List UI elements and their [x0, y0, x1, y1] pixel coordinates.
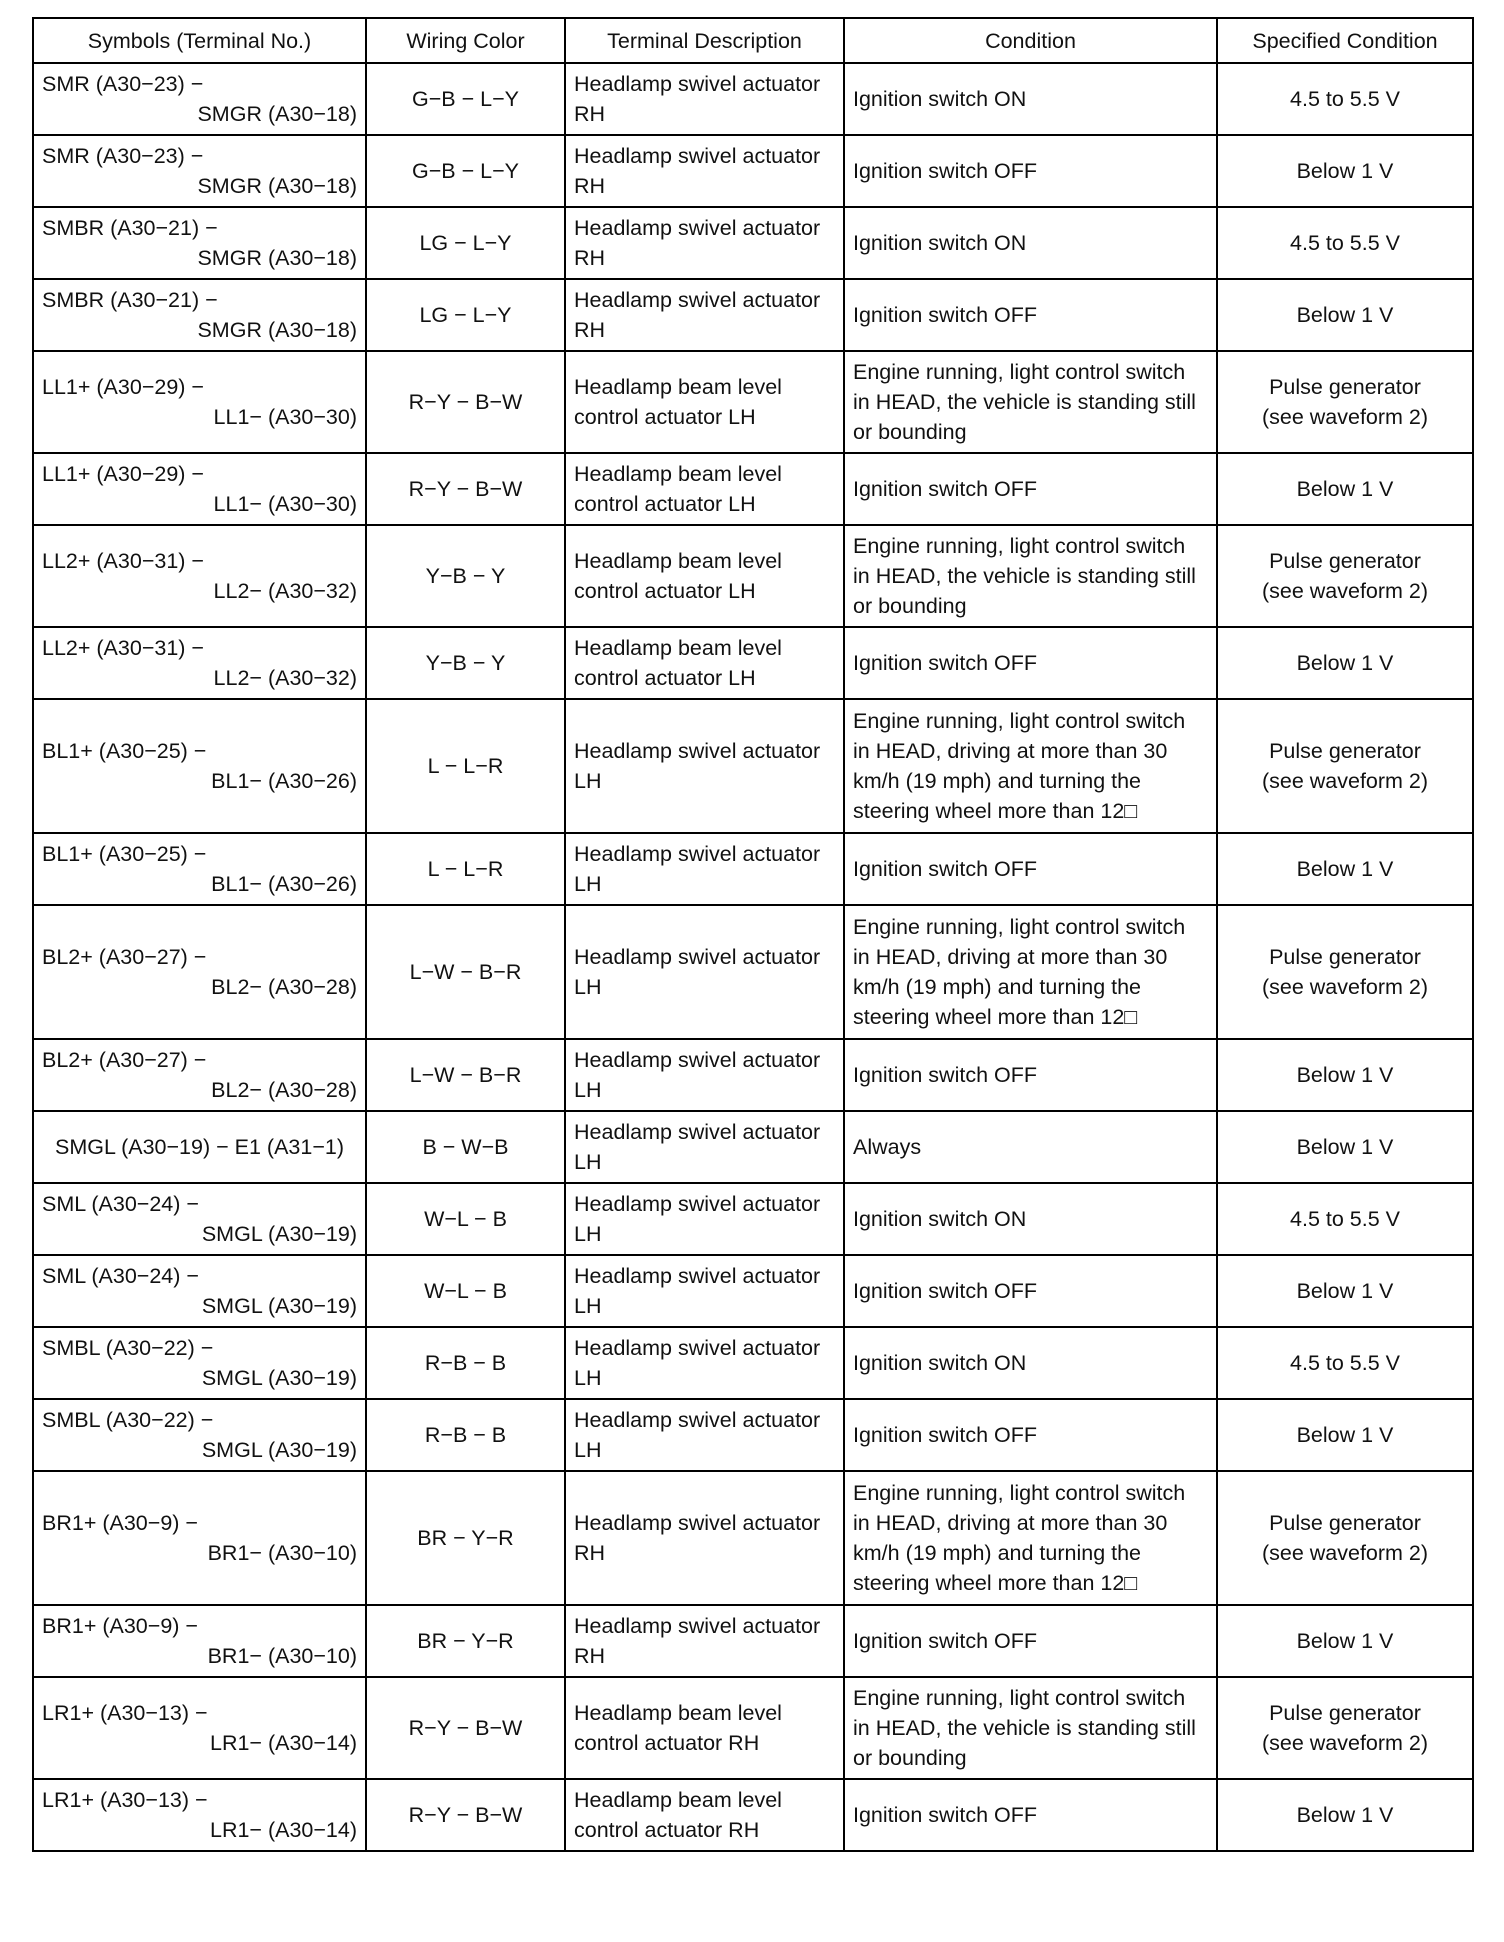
wiring-color-cell: G−B − L−Y: [366, 135, 565, 207]
symbols-cell: [33, 699, 366, 833]
table-row: [33, 279, 1473, 351]
terminal-description-cell: [565, 351, 844, 453]
condition-line: in HEAD, the vehicle is standing still: [853, 1716, 1196, 1740]
table-row: [33, 135, 1473, 207]
terminal-description-line: LH: [574, 1366, 602, 1390]
table-row: [33, 699, 1473, 833]
wiring-color-cell: R−Y − B−W: [366, 453, 565, 525]
specified-condition-line: (see waveform 2): [1261, 579, 1429, 603]
specified-condition-line: Below 1 V: [1296, 1423, 1394, 1447]
symbols-cell: [33, 1605, 366, 1677]
symbol-positive: BL1+ (A30−25) −: [42, 739, 207, 763]
terminal-description-line: control actuator LH: [574, 666, 756, 690]
terminal-description-line: LH: [574, 769, 602, 793]
condition-cell: [844, 453, 1217, 525]
wiring-color-cell: R−Y − B−W: [366, 1779, 565, 1851]
symbols-cell: [33, 1039, 366, 1111]
terminal-description-line: Headlamp beam level: [574, 1788, 782, 1812]
condition-line: or bounding: [853, 420, 967, 444]
symbol-negative: SMGR (A30−18): [197, 318, 357, 342]
terminal-description-line: Headlamp beam level: [574, 1701, 782, 1725]
symbol-positive: BL1+ (A30−25) −: [42, 842, 207, 866]
condition-cell: [844, 699, 1217, 833]
terminal-description-cell: [565, 135, 844, 207]
table-row: [33, 905, 1473, 1039]
wiring-color-cell: L−W − B−R: [366, 1039, 565, 1111]
symbols-cell: [33, 207, 366, 279]
table-row: [33, 1327, 1473, 1399]
symbols-cell: [33, 525, 366, 627]
specified-condition-line: Pulse generator: [1269, 739, 1421, 763]
specified-condition-cell: [1217, 833, 1473, 905]
symbol-negative: BL2− (A30−28): [211, 975, 357, 999]
condition-line: Engine running, light control switch: [853, 915, 1186, 939]
terminal-description-line: Headlamp beam level: [574, 462, 782, 486]
specified-condition-line: Below 1 V: [1296, 857, 1394, 881]
table-row: [33, 63, 1473, 135]
wiring-color-cell: L−W − B−R: [366, 905, 565, 1039]
terminal-description-line: LH: [574, 1222, 602, 1246]
condition-line: Ignition switch ON: [853, 1351, 1027, 1375]
specified-condition-line: Pulse generator: [1269, 549, 1421, 573]
specified-condition-line: Pulse generator: [1269, 1701, 1421, 1725]
symbol-pair: SMGL (A30−19) − E1 (A31−1): [54, 1135, 344, 1159]
specified-condition-line: Pulse generator: [1269, 1511, 1421, 1535]
wiring-color-cell: G−B − L−Y: [366, 63, 565, 135]
condition-line: in HEAD, driving at more than 30: [853, 945, 1168, 969]
terminal-description-line: Headlamp swivel actuator: [574, 739, 821, 763]
terminal-description-line: RH: [574, 246, 606, 270]
terminal-inspection-table: [32, 17, 1474, 1852]
symbol-positive: SMBR (A30−21) −: [42, 216, 218, 240]
condition-line: Engine running, light control switch: [853, 1481, 1186, 1505]
specified-condition-line: (see waveform 2): [1261, 769, 1429, 793]
symbol-negative: SMGL (A30−19): [201, 1438, 357, 1462]
symbol-positive: LR1+ (A30−13) −: [42, 1701, 208, 1725]
condition-cell: [844, 1399, 1217, 1471]
table-row: [33, 627, 1473, 699]
terminal-description-line: RH: [574, 1644, 606, 1668]
symbol-negative: LL1− (A30−30): [213, 405, 357, 429]
symbol-negative: LR1− (A30−14): [209, 1731, 357, 1755]
specified-condition-line: 4.5 to 5.5 V: [1290, 231, 1400, 255]
terminal-description-line: RH: [574, 318, 606, 342]
terminal-description-cell: [565, 1471, 844, 1605]
condition-line: Ignition switch OFF: [853, 1279, 1037, 1303]
symbols-cell: [33, 1327, 366, 1399]
specified-condition-cell: [1217, 63, 1473, 135]
table-row: [33, 1255, 1473, 1327]
condition-cell: [844, 1779, 1217, 1851]
wiring-color-cell: W−L − B: [366, 1255, 565, 1327]
condition-cell: [844, 279, 1217, 351]
table-row: [33, 1111, 1473, 1183]
header-terminal-description: Terminal Description: [565, 18, 844, 63]
symbol-negative: SMGL (A30−19): [201, 1222, 357, 1246]
condition-line: Engine running, light control switch: [853, 360, 1186, 384]
header-wiring-color: Wiring Color: [366, 18, 565, 63]
symbol-positive: BL2+ (A30−27) −: [42, 945, 207, 969]
specified-condition-cell: [1217, 1605, 1473, 1677]
table-row: [33, 833, 1473, 905]
terminal-description-line: Headlamp swivel actuator: [574, 945, 821, 969]
table-row: [33, 1039, 1473, 1111]
table-row: [33, 1399, 1473, 1471]
specified-condition-cell: [1217, 1399, 1473, 1471]
terminal-description-line: Headlamp beam level: [574, 375, 782, 399]
wiring-color-cell: L − L−R: [366, 699, 565, 833]
terminal-description-line: control actuator RH: [574, 1731, 760, 1755]
condition-line: steering wheel more than 12□: [853, 1571, 1138, 1595]
wiring-color-cell: R−B − B: [366, 1399, 565, 1471]
specified-condition-cell: [1217, 1779, 1473, 1851]
specified-condition-cell: [1217, 905, 1473, 1039]
condition-line: Ignition switch OFF: [853, 159, 1037, 183]
symbols-cell: [33, 453, 366, 525]
specified-condition-line: (see waveform 2): [1261, 1731, 1429, 1755]
terminal-description-line: Headlamp swivel actuator: [574, 842, 821, 866]
specified-condition-cell: [1217, 1039, 1473, 1111]
specified-condition-line: Pulse generator: [1269, 945, 1421, 969]
terminal-description-line: control actuator LH: [574, 579, 756, 603]
symbols-cell: [33, 1779, 366, 1851]
terminal-description-cell: [565, 833, 844, 905]
terminal-description-line: RH: [574, 1541, 606, 1565]
table-row: [33, 453, 1473, 525]
symbol-negative: SMGL (A30−19): [201, 1366, 357, 1390]
symbol-positive: SMBL (A30−22) −: [42, 1336, 214, 1360]
terminal-description-line: RH: [574, 174, 606, 198]
table-row: [33, 351, 1473, 453]
condition-line: Ignition switch ON: [853, 87, 1027, 111]
terminal-description-line: Headlamp swivel actuator: [574, 1511, 821, 1535]
wiring-color-cell: LG − L−Y: [366, 279, 565, 351]
condition-line: or bounding: [853, 1746, 967, 1770]
symbols-cell: [33, 1255, 366, 1327]
specified-condition-line: (see waveform 2): [1261, 405, 1429, 429]
specified-condition-line: 4.5 to 5.5 V: [1290, 1207, 1400, 1231]
condition-cell: [844, 905, 1217, 1039]
specified-condition-cell: [1217, 1255, 1473, 1327]
symbols-cell: [33, 351, 366, 453]
terminal-description-line: Headlamp swivel actuator: [574, 1264, 821, 1288]
condition-cell: [844, 135, 1217, 207]
header-condition: Condition: [844, 18, 1217, 63]
terminal-description-line: control actuator LH: [574, 405, 756, 429]
terminal-description-cell: [565, 1039, 844, 1111]
symbols-cell: [33, 1183, 366, 1255]
condition-cell: [844, 63, 1217, 135]
wiring-color-cell: LG − L−Y: [366, 207, 565, 279]
terminal-description-line: LH: [574, 1294, 602, 1318]
specified-condition-line: Below 1 V: [1296, 1135, 1394, 1159]
terminal-description-line: LH: [574, 1438, 602, 1462]
condition-cell: [844, 207, 1217, 279]
table-row: [33, 1183, 1473, 1255]
specified-condition-line: Below 1 V: [1296, 1063, 1394, 1087]
specified-condition-line: 4.5 to 5.5 V: [1290, 1351, 1400, 1375]
terminal-description-cell: [565, 1605, 844, 1677]
symbol-positive: SML (A30−24) −: [42, 1192, 199, 1216]
symbol-positive: SMBR (A30−21) −: [42, 288, 218, 312]
header-symbols: Symbols (Terminal No.): [33, 18, 366, 63]
specified-condition-cell: [1217, 351, 1473, 453]
condition-line: Ignition switch OFF: [853, 651, 1037, 675]
wiring-color-cell: Y−B − Y: [366, 627, 565, 699]
symbol-positive: LR1+ (A30−13) −: [42, 1788, 208, 1812]
symbol-positive: SMR (A30−23) −: [42, 72, 204, 96]
specified-condition-cell: [1217, 453, 1473, 525]
terminal-description-cell: [565, 1327, 844, 1399]
symbols-cell: [33, 1111, 366, 1183]
wiring-color-cell: W−L − B: [366, 1183, 565, 1255]
table-row: [33, 1471, 1473, 1605]
condition-cell: [844, 627, 1217, 699]
condition-line: Always: [853, 1135, 922, 1159]
condition-line: in HEAD, the vehicle is standing still: [853, 564, 1196, 588]
condition-line: km/h (19 mph) and turning the: [853, 1541, 1142, 1565]
symbol-negative: LL2− (A30−32): [213, 666, 357, 690]
condition-line: Engine running, light control switch: [853, 1686, 1186, 1710]
terminal-description-cell: [565, 1255, 844, 1327]
specified-condition-cell: [1217, 1111, 1473, 1183]
terminal-description-cell: [565, 1399, 844, 1471]
table-body: [33, 63, 1473, 1851]
symbol-positive: LL2+ (A30−31) −: [42, 549, 204, 573]
symbol-positive: LL1+ (A30−29) −: [42, 375, 204, 399]
condition-line: Ignition switch ON: [853, 231, 1027, 255]
condition-line: or bounding: [853, 594, 967, 618]
table-row: [33, 207, 1473, 279]
symbol-negative: BR1− (A30−10): [207, 1644, 357, 1668]
symbol-positive: SML (A30−24) −: [42, 1264, 199, 1288]
symbols-cell: [33, 63, 366, 135]
wiring-color-cell: Y−B − Y: [366, 525, 565, 627]
terminal-description-cell: [565, 279, 844, 351]
symbols-cell: [33, 627, 366, 699]
terminal-description-cell: [565, 1677, 844, 1779]
symbols-cell: [33, 1677, 366, 1779]
terminal-description-line: LH: [574, 872, 602, 896]
specified-condition-line: Below 1 V: [1296, 651, 1394, 675]
terminal-description-line: Headlamp swivel actuator: [574, 1048, 821, 1072]
condition-cell: [844, 1255, 1217, 1327]
symbol-negative: BL2− (A30−28): [211, 1078, 357, 1102]
condition-cell: [844, 351, 1217, 453]
symbol-negative: SMGR (A30−18): [197, 174, 357, 198]
symbol-positive: LL2+ (A30−31) −: [42, 636, 204, 660]
specified-condition-line: Below 1 V: [1296, 1803, 1394, 1827]
condition-cell: [844, 1111, 1217, 1183]
symbols-cell: [33, 833, 366, 905]
terminal-description-cell: [565, 63, 844, 135]
symbol-negative: BL1− (A30−26): [211, 872, 357, 896]
condition-line: Ignition switch OFF: [853, 1803, 1037, 1827]
terminal-description-line: Headlamp swivel actuator: [574, 1192, 821, 1216]
specified-condition-cell: [1217, 699, 1473, 833]
condition-cell: [844, 1039, 1217, 1111]
terminal-description-line: Headlamp swivel actuator: [574, 1614, 821, 1638]
specified-condition-cell: [1217, 525, 1473, 627]
condition-cell: [844, 1605, 1217, 1677]
specified-condition-line: Below 1 V: [1296, 1279, 1394, 1303]
condition-line: Ignition switch OFF: [853, 1423, 1037, 1447]
terminal-description-cell: [565, 627, 844, 699]
symbol-negative: BL1− (A30−26): [211, 769, 357, 793]
condition-cell: [844, 1183, 1217, 1255]
symbol-negative: LL1− (A30−30): [213, 492, 357, 516]
condition-line: Ignition switch ON: [853, 1207, 1027, 1231]
symbols-cell: [33, 279, 366, 351]
wiring-color-cell: R−Y − B−W: [366, 351, 565, 453]
wiring-color-cell: L − L−R: [366, 833, 565, 905]
specified-condition-line: (see waveform 2): [1261, 975, 1429, 999]
terminal-description-cell: [565, 905, 844, 1039]
wiring-color-cell: BR − Y−R: [366, 1471, 565, 1605]
condition-line: in HEAD, the vehicle is standing still: [853, 390, 1196, 414]
terminal-description-cell: [565, 453, 844, 525]
specified-condition-line: Below 1 V: [1296, 159, 1394, 183]
specified-condition-cell: [1217, 1471, 1473, 1605]
condition-line: km/h (19 mph) and turning the: [853, 769, 1142, 793]
terminal-description-line: Headlamp swivel actuator: [574, 1120, 821, 1144]
symbol-positive: BL2+ (A30−27) −: [42, 1048, 207, 1072]
terminal-description-cell: [565, 207, 844, 279]
condition-line: km/h (19 mph) and turning the: [853, 975, 1142, 999]
condition-cell: [844, 1327, 1217, 1399]
terminal-description-cell: [565, 525, 844, 627]
symbol-negative: LR1− (A30−14): [209, 1818, 357, 1842]
condition-line: Engine running, light control switch: [853, 534, 1186, 558]
symbol-positive: BR1+ (A30−9) −: [42, 1614, 198, 1638]
specified-condition-line: Below 1 V: [1296, 477, 1394, 501]
terminal-description-line: RH: [574, 102, 606, 126]
specified-condition-cell: [1217, 1183, 1473, 1255]
terminal-description-line: LH: [574, 1078, 602, 1102]
symbols-cell: [33, 905, 366, 1039]
condition-line: Ignition switch OFF: [853, 1629, 1037, 1653]
wiring-color-cell: R−B − B: [366, 1327, 565, 1399]
condition-line: Engine running, light control switch: [853, 709, 1186, 733]
symbol-negative: BR1− (A30−10): [207, 1541, 357, 1565]
specified-condition-line: Below 1 V: [1296, 1629, 1394, 1653]
condition-line: Ignition switch OFF: [853, 477, 1037, 501]
terminal-description-line: Headlamp swivel actuator: [574, 1408, 821, 1432]
symbol-negative: SMGR (A30−18): [197, 246, 357, 270]
symbol-positive: SMBL (A30−22) −: [42, 1408, 214, 1432]
table-row: [33, 1779, 1473, 1851]
specified-condition-cell: [1217, 279, 1473, 351]
terminal-description-line: Headlamp beam level: [574, 636, 782, 660]
condition-line: Ignition switch OFF: [853, 1063, 1037, 1087]
terminal-description-line: Headlamp swivel actuator: [574, 144, 821, 168]
terminal-description-cell: [565, 1111, 844, 1183]
terminal-description-cell: [565, 699, 844, 833]
symbol-negative: SMGR (A30−18): [197, 102, 357, 126]
terminal-description-line: control actuator RH: [574, 1818, 760, 1842]
specified-condition-cell: [1217, 135, 1473, 207]
condition-line: Ignition switch OFF: [853, 857, 1037, 881]
specified-condition-cell: [1217, 1327, 1473, 1399]
condition-line: Ignition switch OFF: [853, 303, 1037, 327]
specified-condition-cell: [1217, 207, 1473, 279]
specified-condition-cell: [1217, 1677, 1473, 1779]
terminal-description-line: Headlamp beam level: [574, 549, 782, 573]
condition-line: in HEAD, driving at more than 30: [853, 739, 1168, 763]
terminal-description-line: LH: [574, 1150, 602, 1174]
symbols-cell: [33, 1471, 366, 1605]
condition-line: steering wheel more than 12□: [853, 799, 1138, 823]
terminal-description-line: control actuator LH: [574, 492, 756, 516]
symbols-cell: [33, 135, 366, 207]
terminal-description-line: Headlamp swivel actuator: [574, 216, 821, 240]
symbol-positive: BR1+ (A30−9) −: [42, 1511, 198, 1535]
specified-condition-line: (see waveform 2): [1261, 1541, 1429, 1565]
terminal-description-line: Headlamp swivel actuator: [574, 288, 821, 312]
terminal-description-cell: [565, 1779, 844, 1851]
condition-cell: [844, 833, 1217, 905]
condition-line: in HEAD, driving at more than 30: [853, 1511, 1168, 1535]
header-row: [33, 18, 1473, 63]
terminal-description-cell: [565, 1183, 844, 1255]
terminal-description-line: Headlamp swivel actuator: [574, 1336, 821, 1360]
terminal-description-line: LH: [574, 975, 602, 999]
specified-condition-line: 4.5 to 5.5 V: [1290, 87, 1400, 111]
symbol-positive: LL1+ (A30−29) −: [42, 462, 204, 486]
table-row: [33, 1605, 1473, 1677]
symbols-cell: [33, 1399, 366, 1471]
table-row: [33, 525, 1473, 627]
terminal-description-line: Headlamp swivel actuator: [574, 72, 821, 96]
symbol-negative: SMGL (A30−19): [201, 1294, 357, 1318]
wiring-color-cell: B − W−B: [366, 1111, 565, 1183]
condition-cell: [844, 525, 1217, 627]
condition-line: steering wheel more than 12□: [853, 1005, 1138, 1029]
symbol-negative: LL2− (A30−32): [213, 579, 357, 603]
wiring-color-cell: BR − Y−R: [366, 1605, 565, 1677]
specified-condition-line: Pulse generator: [1269, 375, 1421, 399]
wiring-color-cell: R−Y − B−W: [366, 1677, 565, 1779]
symbol-positive: SMR (A30−23) −: [42, 144, 204, 168]
specified-condition-cell: [1217, 627, 1473, 699]
specified-condition-line: Below 1 V: [1296, 303, 1394, 327]
table-row: [33, 1677, 1473, 1779]
condition-cell: [844, 1471, 1217, 1605]
header-specified-condition: Specified Condition: [1217, 18, 1473, 63]
condition-cell: [844, 1677, 1217, 1779]
